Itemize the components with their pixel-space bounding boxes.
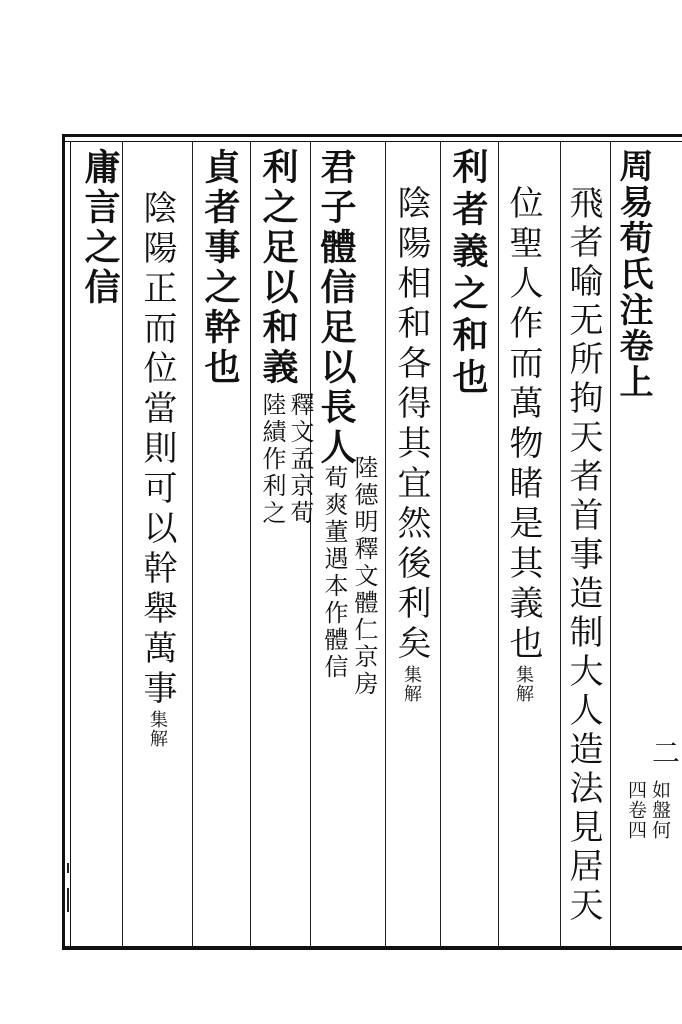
column-5-annotation-right: 陸德明釋文體仁京房 bbox=[350, 455, 378, 698]
title-text: 周易荀氏注 bbox=[613, 148, 653, 328]
frame-top-inner-border bbox=[62, 141, 682, 142]
column-5-annotation-left: 荀爽董遇本作體信 bbox=[320, 465, 348, 681]
column-rule bbox=[498, 142, 499, 946]
text-column-9: 庸言之信 bbox=[79, 148, 121, 308]
text-column-3: 利者義之和也 bbox=[447, 148, 489, 400]
text-column-5: 君子體信足以長人 bbox=[315, 148, 357, 468]
frame-top-border bbox=[62, 134, 682, 137]
text-column-2 bbox=[503, 185, 543, 703]
column-6-annotation-right: 釋文孟京荀 bbox=[286, 392, 314, 527]
text-column-8 bbox=[137, 190, 177, 748]
column-rule bbox=[560, 142, 561, 946]
column-rule bbox=[610, 142, 611, 946]
side-note-bottom: 四卷四 bbox=[625, 780, 647, 840]
volume-text: 卷上 bbox=[613, 328, 653, 400]
column-8-body: 陰陽正而位當則可以幹舉萬事 bbox=[137, 190, 177, 710]
frame-left-border bbox=[62, 134, 65, 950]
text-column-1: 飛者喻无所拘天者首事造制大人造法見居天 bbox=[563, 185, 603, 926]
margin-mark-icon bbox=[62, 858, 74, 918]
column-rule bbox=[385, 142, 386, 946]
column-rule bbox=[192, 142, 193, 946]
column-4-body: 陰陽相和各得其宜然後利矣 bbox=[391, 185, 431, 665]
column-8-tail: 集解 bbox=[147, 710, 168, 748]
text-column-6: 利之足以和義 bbox=[257, 148, 299, 388]
column-rule bbox=[250, 142, 251, 946]
frame-bottom-border bbox=[62, 946, 682, 950]
frame-left-inner-border bbox=[70, 141, 71, 946]
side-note-top: 如盤何 bbox=[649, 780, 671, 840]
column-2-tail: 集解 bbox=[513, 665, 534, 703]
page-number: 二 bbox=[648, 738, 681, 767]
book-title bbox=[613, 148, 653, 400]
text-column-4 bbox=[391, 185, 431, 703]
text-column-7: 貞者事之幹也 bbox=[199, 148, 241, 388]
column-rule bbox=[440, 142, 441, 946]
column-4-tail: 集解 bbox=[401, 665, 422, 703]
column-rule bbox=[122, 142, 123, 946]
column-6-annotation-left: 陸績作利之 bbox=[258, 392, 286, 527]
column-rule bbox=[310, 142, 311, 946]
column-2-body: 位聖人作而萬物睹是其義也 bbox=[503, 185, 543, 665]
